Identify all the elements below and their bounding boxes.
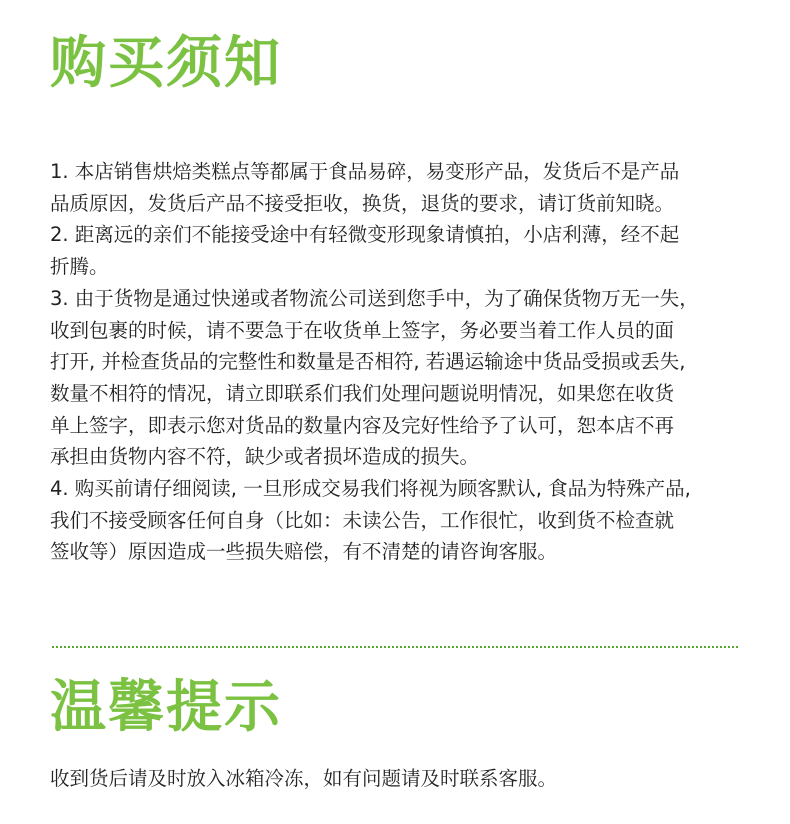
purchase-notice-title: 购买须知	[50, 31, 282, 96]
purchase-notice-list	[50, 156, 740, 568]
dotted-divider	[52, 646, 738, 648]
warm-tips-title: 温馨提示	[50, 675, 282, 740]
notice-item-1: 1. 本店销售烘焙类糕点等都属于食品易碎，易变形产品，发货后不是产品 品质原因，发货后产品不接受拒收，换货，退货的要求，请订货前知晓。	[50, 160, 680, 215]
notice-item-4: 4. 购买前请仔细阅读, 一旦形成交易我们将视为顾客默认, 食品为特殊产品, 我们不接受顾客任何自身（比如：未读公告，工作很忙，收到货不检查就 签收等）原因造成一些损失赔偿，有不清楚的请咨询客服。	[50, 477, 691, 564]
warm-tips-text: 收到货后请及时放入冰箱冷冻，如有问题请及时联系客服。	[50, 767, 558, 790]
notice-item-2: 2. 距离远的亲们不能接受途中有轻微变形现象请慎拍，小店利薄，经不起 折腾。	[50, 223, 680, 279]
notice-item-3: 3. 由于货物是通过快递或者物流公司送到您手中，为了确保货物万无一失， 收到包裹的时候，请不要急于在收货单上签字，务必要当着工作人员的面 打开, 并检查货品的完整性和数量是否相符, 若遇运输途中货品受损或丢失, 数量不相符的情况，请立即联系们我们处理问题说明情况，如果您在收货 单上签字，即表示您对货品的数量内容及完好性给予了认可，恕本店不再 承担由货物内容不符，缺少或者损坏造成的损失。	[50, 286, 699, 469]
